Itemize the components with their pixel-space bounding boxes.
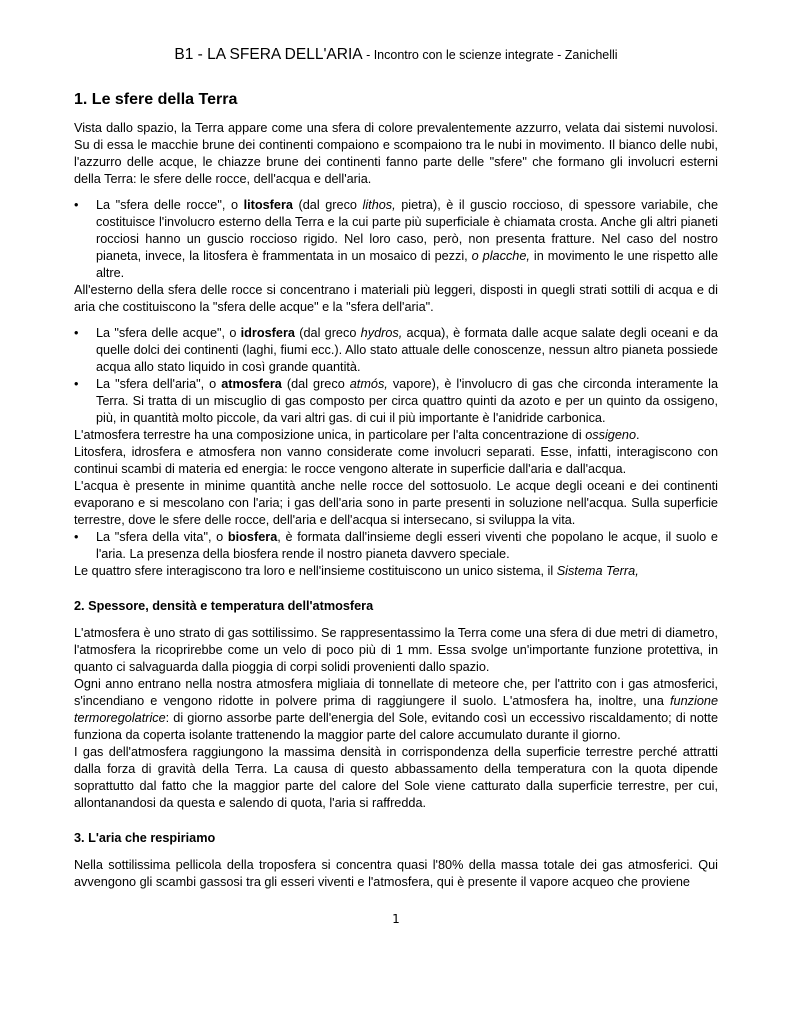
term-biosfera: biosfera — [227, 530, 278, 544]
bullet-idrosfera: • La "sfera delle acque", o idrosfera (dal greco hydros, acqua), è formata dalle acque salate degli oceani e da quelle dolci dei continenti (laghi, fiumi ecc.). Allo stato attuale delle conoscenze, nessun altro pianeta possiede acqua allo stato liquido in così grande quantità. — [74, 326, 718, 374]
bullet-marker: • — [74, 377, 79, 391]
section-2-paragraph-1: L'atmosfera è uno strato di gas sottilissimo. Se rappresentassimo la Terra come una sfera di due metri di diametro, l'atmosfera la ricoprirebbe come un velo di poco più di 1 mm. Essa svolge un'importante funzione protettiva, in quanto ci salvaguarda dalla pioggia di corpi solidi provenienti dallo spazio. — [74, 626, 718, 674]
term-litosfera: litosfera — [243, 198, 293, 212]
paragraph-sistema-terra: Le quattro sfere interagiscono tra loro e nell'insieme costituiscono un unico sistema, il Sistema Terra, — [74, 564, 639, 578]
section-2-paragraph-2: Ogni anno entrano nella nostra atmosfera migliaia di tonnellate di meteore che, per l'attrito con i gas atmosferici, s'incendiano e vengono ridotte in polvere prima di raggiungere il suolo. L'atmosfera ha, inoltre, una funzione termoregolatrice: di giorno assorbe parte dell'energia del Sole, evitando così un eccessivo riscaldamento; di notte funziona da coperta isolante trattenendo la maggior parte del calore accumulato durante il giorno. — [74, 677, 718, 742]
section-1-heading: 1. Le sfere della Terra — [74, 91, 238, 108]
page-number: 1 — [392, 912, 400, 926]
section-3-paragraph-1: Nella sottilissima pellicola della troposfera si concentra quasi l'80% della massa totale dei gas atmosferici. Qui avvengono gli scambi gassosi tra gli esseri viventi e l'atmosfera, qui è presente il vapore acqueo che proviene — [74, 858, 718, 889]
section-2-heading: 2. Spessore, densità e temperatura dell'atmosfera — [74, 599, 374, 613]
bullet-marker: • — [74, 326, 79, 340]
section-1-intro: Vista dallo spazio, la Terra appare come una sfera di colore prevalentemente azzurro, velata dai sistemi nuvolosi. Su di essa le macchie brune dei continenti compaiono e scompaiono tra le nubi in movimento. Il bianco delle nubi, l'azzurro delle acque, le chiazze brune dei continenti fanno parte delle "sfere" che formano gli involucri esterni della Terra: le sfere delle rocce, dell'acqua e dell'aria. — [74, 121, 718, 186]
header-title: B1 - LA SFERA DELL'ARIA — [174, 46, 363, 63]
bullet-marker: • — [74, 530, 79, 544]
document-body — [74, 90, 718, 891]
bullet-litosfera: • La "sfera delle rocce", o litosfera (dal greco lithos, pietra), è il guscio roccioso, di spessore variabile, che costituisce l'involucro esterno della Terra e la cui parte più superficiale è chiamata crosta. Anche gli altri pianeti rocciosi hanno un guscio roccioso rigido. Nel loro caso, però, non presenta fratture. Nel caso del nostro pianeta, invece, la litosfera è frammentata in un mosaico di pezzi, o placche, in movimento le une rispetto alle altre. — [74, 198, 719, 280]
section-2-paragraph-3: I gas dell'atmosfera raggiungono la massima densità in corrispondenza della superficie terrestre perché attratti dalla forza di gravità della Terra. La causa di questo abbassamento della temperatura con la quota dipende soprattutto dal fatto che la maggior parte del calore del Sole viene catturato dalla superficie terrestre, per cui, allontanandosi da questa e salendo di quota, l'aria si raffredda. — [74, 745, 718, 810]
paragraph-materiali-leggeri: All'esterno della sfera delle rocce si concentrano i materiali più leggeri, disposti in quegli strati sottili di acqua e di aria che costituiscono la "sfera delle acque" e la "sfera dell'aria". — [74, 283, 718, 314]
section-3-heading: 3. L'aria che respiriamo — [74, 831, 216, 845]
bullet-atmosfera: • La "sfera dell'aria", o atmosfera (dal greco atmós, vapore), è l'involucro di gas che circonda interamente la Terra. Si tratta di un miscuglio di gas composto per circa quattro quinti da azoto e per un quinto da ossigeno, più, in quantità molto piccole, da vari altri gas. di cui il più importante è l'anidride carbonica. — [74, 377, 718, 425]
page-header — [74, 46, 718, 64]
paragraph-acqua: L'acqua è presente in minime quantità anche nelle rocce del sottosuolo. Le acque degli oceani e dei continenti evaporano e si mescolano con l'aria; i gas dell'aria sono in parte presenti in soluzione nell'acqua. Sulla superficie terrestre, dove le sfere delle rocce, dell'aria e dell'acqua si intersecano, si sviluppa la vita. — [74, 479, 718, 527]
paragraph-involucri: Litosfera, idrosfera e atmosfera non vanno considerate come involucri separati. Esse, infatti, interagiscono con continui scambi di materia ed energia: le rocce vengono alterate in superficie dall'aria e dall'acqua. — [74, 445, 718, 476]
bullet-biosfera: • La "sfera della vita", o biosfera, è formata dall'insieme degli esseri viventi che popolano le acque, il suolo e l'aria. La presenza della biosfera rende il nostro pianeta davvero speciale. — [74, 530, 718, 561]
bullet-marker: • — [74, 198, 79, 212]
header-subtitle: - Incontro con le scienze integrate - Zanichelli — [362, 48, 618, 62]
paragraph-composizione: L'atmosfera terrestre ha una composizione unica, in particolare per l'alta concentrazione di ossigeno. — [74, 428, 640, 442]
term-atmosfera: atmosfera — [221, 377, 282, 391]
term-idrosfera: idrosfera — [240, 326, 295, 340]
